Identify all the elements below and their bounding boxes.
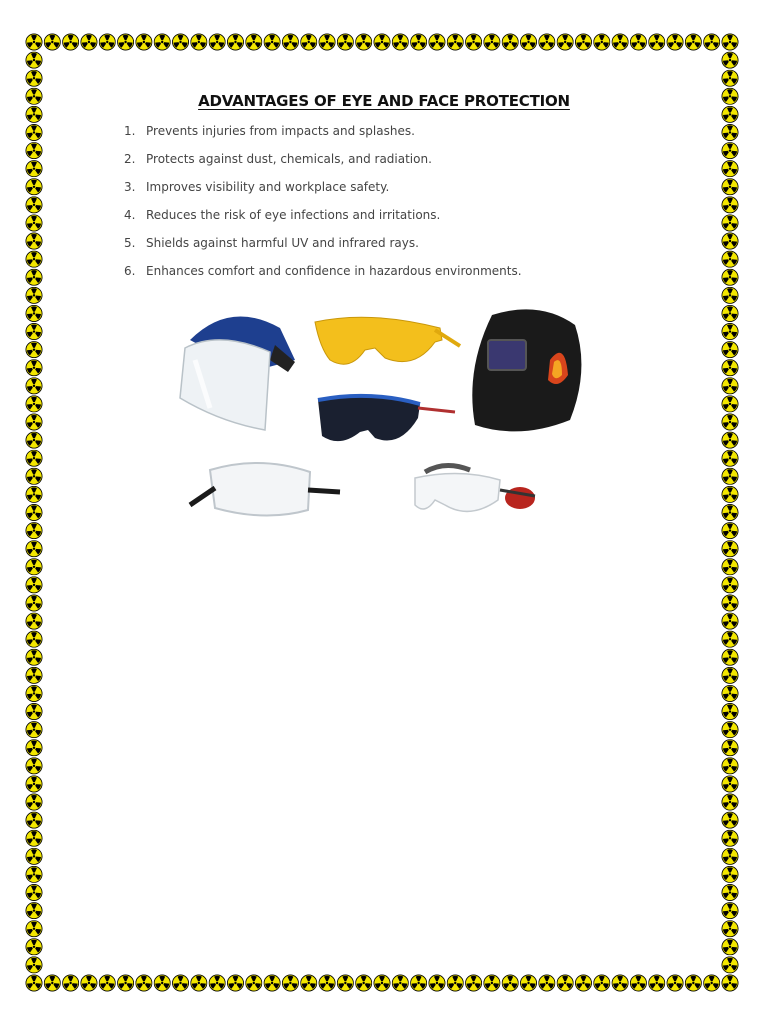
radiation-trefoil-icon <box>502 34 518 50</box>
item-number: 5. <box>124 236 136 250</box>
list-item <box>124 180 522 208</box>
radiation-trefoil-icon <box>722 179 738 195</box>
radiation-trefoil-icon <box>447 975 463 991</box>
radiation-trefoil-icon <box>722 323 738 339</box>
radiation-trefoil-icon <box>26 957 42 973</box>
radiation-trefoil-icon <box>722 541 738 557</box>
radiation-trefoil-icon <box>722 378 738 394</box>
radiation-trefoil-icon <box>26 486 42 502</box>
radiation-trefoil-icon <box>26 342 42 358</box>
radiation-trefoil-icon <box>722 251 738 267</box>
radiation-trefoil-icon <box>722 830 738 846</box>
radiation-trefoil-icon <box>722 468 738 484</box>
radiation-trefoil-icon <box>722 396 738 412</box>
radiation-trefoil-icon <box>411 34 427 50</box>
radiation-trefoil-icon <box>722 269 738 285</box>
radiation-trefoil-icon <box>411 975 427 991</box>
radiation-trefoil-icon <box>649 34 665 50</box>
radiation-trefoil-icon <box>26 866 42 882</box>
radiation-trefoil-icon <box>484 34 500 50</box>
radiation-trefoil-icon <box>246 975 262 991</box>
radiation-trefoil-icon <box>722 70 738 86</box>
radiation-trefoil-icon <box>612 975 628 991</box>
radiation-trefoil-icon <box>612 34 628 50</box>
radiation-trefoil-icon <box>26 812 42 828</box>
radiation-trefoil-icon <box>301 975 317 991</box>
radiation-trefoil-icon <box>447 34 463 50</box>
radiation-trefoil-icon <box>722 794 738 810</box>
radiation-trefoil-icon <box>44 975 60 991</box>
list-item <box>124 208 522 236</box>
radiation-trefoil-icon <box>26 595 42 611</box>
radiation-trefoil-icon <box>26 233 42 249</box>
radiation-trefoil-icon <box>26 414 42 430</box>
radiation-trefoil-icon <box>722 685 738 701</box>
radiation-trefoil-icon <box>26 631 42 647</box>
radiation-trefoil-icon <box>282 975 298 991</box>
radiation-trefoil-icon <box>227 34 243 50</box>
radiation-trefoil-icon <box>26 758 42 774</box>
radiation-trefoil-icon <box>154 34 170 50</box>
radiation-trefoil-icon <box>26 124 42 140</box>
radiation-trefoil-icon <box>722 921 738 937</box>
radiation-trefoil-icon <box>722 52 738 68</box>
radiation-trefoil-icon <box>246 34 262 50</box>
radiation-trefoil-icon <box>26 667 42 683</box>
radiation-trefoil-icon <box>26 396 42 412</box>
radiation-trefoil-icon <box>118 34 134 50</box>
radiation-trefoil-icon <box>722 414 738 430</box>
radiation-trefoil-icon <box>172 975 188 991</box>
radiation-trefoil-icon <box>722 812 738 828</box>
radiation-trefoil-icon <box>722 595 738 611</box>
radiation-trefoil-icon <box>722 667 738 683</box>
radiation-trefoil-icon <box>26 903 42 919</box>
clear-goggles-image <box>190 463 340 516</box>
radiation-trefoil-icon <box>722 957 738 973</box>
radiation-trefoil-icon <box>26 703 42 719</box>
radiation-trefoil-icon <box>722 432 738 448</box>
radiation-trefoil-icon <box>722 161 738 177</box>
radiation-trefoil-icon <box>227 975 243 991</box>
radiation-trefoil-icon <box>26 523 42 539</box>
clear-safety-glasses-image <box>415 465 535 511</box>
radiation-trefoil-icon <box>722 848 738 864</box>
radiation-trefoil-icon <box>26 504 42 520</box>
list-item <box>124 124 522 152</box>
radiation-trefoil-icon <box>26 776 42 792</box>
radiation-trefoil-icon <box>722 559 738 575</box>
radiation-trefoil-icon <box>26 269 42 285</box>
item-text: Prevents injuries from impacts and splashes. <box>146 124 415 138</box>
radiation-trefoil-icon <box>99 34 115 50</box>
radiation-trefoil-icon <box>722 305 738 321</box>
radiation-trefoil-icon <box>26 939 42 955</box>
radiation-trefoil-icon <box>26 577 42 593</box>
radiation-trefoil-icon <box>26 34 42 50</box>
radiation-trefoil-icon <box>374 975 390 991</box>
radiation-trefoil-icon <box>191 34 207 50</box>
radiation-trefoil-icon <box>722 884 738 900</box>
radiation-trefoil-icon <box>722 287 738 303</box>
radiation-trefoil-icon <box>136 34 152 50</box>
item-text: Shields against harmful UV and infrared rays. <box>146 236 419 250</box>
radiation-trefoil-icon <box>704 34 720 50</box>
radiation-trefoil-icon <box>26 143 42 159</box>
radiation-trefoil-icon <box>26 450 42 466</box>
radiation-trefoil-icon <box>118 975 134 991</box>
radiation-trefoil-icon <box>99 975 115 991</box>
radiation-trefoil-icon <box>26 541 42 557</box>
radiation-trefoil-icon <box>26 685 42 701</box>
radiation-trefoil-icon <box>630 34 646 50</box>
radiation-trefoil-icon <box>356 975 372 991</box>
radiation-trefoil-icon <box>594 34 610 50</box>
radiation-trefoil-icon <box>26 305 42 321</box>
radiation-trefoil-icon <box>172 34 188 50</box>
radiation-trefoil-icon <box>26 432 42 448</box>
radiation-trefoil-icon <box>44 34 60 50</box>
radiation-trefoil-icon <box>209 975 225 991</box>
radiation-trefoil-icon <box>722 197 738 213</box>
radiation-trefoil-icon <box>264 34 280 50</box>
dark-safety-glasses-image <box>318 396 455 441</box>
face-shield-image <box>180 316 295 430</box>
radiation-trefoil-icon <box>722 143 738 159</box>
radiation-trefoil-icon <box>520 975 536 991</box>
radiation-trefoil-icon <box>301 34 317 50</box>
radiation-trefoil-icon <box>26 468 42 484</box>
radiation-trefoil-icon <box>26 251 42 267</box>
item-number: 4. <box>124 208 136 222</box>
radiation-trefoil-icon <box>539 975 555 991</box>
item-text: Reduces the risk of eye infections and irritations. <box>146 208 441 222</box>
radiation-trefoil-icon <box>667 34 683 50</box>
radiation-trefoil-icon <box>191 975 207 991</box>
radiation-trefoil-icon <box>722 649 738 665</box>
list-item <box>124 152 522 180</box>
radiation-trefoil-icon <box>722 486 738 502</box>
radiation-trefoil-icon <box>26 179 42 195</box>
radiation-trefoil-icon <box>26 613 42 629</box>
radiation-trefoil-icon <box>685 34 701 50</box>
radiation-trefoil-icon <box>722 939 738 955</box>
welding-helmet-image <box>472 309 581 431</box>
radiation-trefoil-icon <box>26 794 42 810</box>
radiation-trefoil-icon <box>356 34 372 50</box>
radiation-trefoil-icon <box>557 975 573 991</box>
item-text: Enhances comfort and confidence in hazardous environments. <box>146 264 522 278</box>
radiation-trefoil-icon <box>136 975 152 991</box>
radiation-trefoil-icon <box>722 758 738 774</box>
radiation-trefoil-icon <box>575 34 591 50</box>
radiation-trefoil-icon <box>429 975 445 991</box>
radiation-trefoil-icon <box>722 504 738 520</box>
radiation-trefoil-icon <box>319 975 335 991</box>
item-text: Improves visibility and workplace safety. <box>146 180 390 194</box>
radiation-trefoil-icon <box>722 776 738 792</box>
radiation-trefoil-icon <box>26 197 42 213</box>
radiation-trefoil-icon <box>63 34 79 50</box>
page-title: ADVANTAGES OF EYE AND FACE PROTECTION <box>198 92 570 110</box>
radiation-trefoil-icon <box>630 975 646 991</box>
radiation-trefoil-icon <box>722 722 738 738</box>
radiation-trefoil-icon <box>26 649 42 665</box>
radiation-trefoil-icon <box>722 975 738 991</box>
radiation-trefoil-icon <box>520 34 536 50</box>
item-number: 3. <box>124 180 136 194</box>
radiation-trefoil-icon <box>26 323 42 339</box>
radiation-trefoil-icon <box>209 34 225 50</box>
radiation-trefoil-icon <box>81 975 97 991</box>
radiation-trefoil-icon <box>466 975 482 991</box>
item-number: 6. <box>124 264 136 278</box>
radiation-trefoil-icon <box>722 577 738 593</box>
radiation-trefoil-icon <box>26 830 42 846</box>
radiation-trefoil-icon <box>722 740 738 756</box>
radiation-trefoil-icon <box>26 287 42 303</box>
item-number: 2. <box>124 152 136 166</box>
list-item <box>124 264 522 292</box>
radiation-trefoil-icon <box>466 34 482 50</box>
radiation-trefoil-icon <box>484 975 500 991</box>
radiation-trefoil-icon <box>26 740 42 756</box>
yellow-safety-glasses-image <box>315 317 460 364</box>
radiation-trefoil-icon <box>154 975 170 991</box>
advantages-list <box>124 124 522 292</box>
radiation-trefoil-icon <box>429 34 445 50</box>
radiation-trefoil-icon <box>704 975 720 991</box>
radiation-trefoil-icon <box>722 34 738 50</box>
radiation-trefoil-icon <box>26 722 42 738</box>
radiation-trefoil-icon <box>337 34 353 50</box>
radiation-trefoil-icon <box>63 975 79 991</box>
radiation-trefoil-icon <box>722 360 738 376</box>
radiation-trefoil-icon <box>26 215 42 231</box>
radiation-trefoil-icon <box>575 975 591 991</box>
radiation-trefoil-icon <box>667 975 683 991</box>
list-item <box>124 236 522 264</box>
radiation-trefoil-icon <box>539 34 555 50</box>
radiation-trefoil-icon <box>282 34 298 50</box>
radiation-trefoil-icon <box>26 884 42 900</box>
radiation-trefoil-icon <box>722 124 738 140</box>
radiation-trefoil-icon <box>81 34 97 50</box>
radiation-trefoil-icon <box>337 975 353 991</box>
radiation-trefoil-icon <box>722 523 738 539</box>
radiation-trefoil-icon <box>26 52 42 68</box>
protective-gear-image <box>170 300 600 540</box>
radiation-trefoil-icon <box>649 975 665 991</box>
radiation-trefoil-icon <box>557 34 573 50</box>
radiation-trefoil-icon <box>722 450 738 466</box>
radiation-trefoil-icon <box>722 866 738 882</box>
radiation-trefoil-icon <box>722 233 738 249</box>
radiation-trefoil-icon <box>685 975 701 991</box>
radiation-trefoil-icon <box>502 975 518 991</box>
radiation-trefoil-icon <box>26 559 42 575</box>
radiation-trefoil-icon <box>392 975 408 991</box>
radiation-trefoil-icon <box>392 34 408 50</box>
radiation-trefoil-icon <box>26 360 42 376</box>
radiation-trefoil-icon <box>722 703 738 719</box>
radiation-trefoil-icon <box>374 34 390 50</box>
item-text: Protects against dust, chemicals, and radiation. <box>146 152 432 166</box>
radiation-trefoil-icon <box>26 848 42 864</box>
radiation-trefoil-icon <box>26 921 42 937</box>
radiation-trefoil-icon <box>264 975 280 991</box>
radiation-trefoil-icon <box>26 70 42 86</box>
radiation-trefoil-icon <box>594 975 610 991</box>
radiation-trefoil-icon <box>319 34 335 50</box>
radiation-trefoil-icon <box>26 378 42 394</box>
radiation-trefoil-icon <box>722 342 738 358</box>
radiation-trefoil-icon <box>26 975 42 991</box>
item-number: 1. <box>124 124 136 138</box>
radiation-trefoil-icon <box>722 613 738 629</box>
radiation-trefoil-icon <box>722 215 738 231</box>
radiation-trefoil-icon <box>722 903 738 919</box>
radiation-trefoil-icon <box>722 631 738 647</box>
radiation-trefoil-icon <box>26 161 42 177</box>
